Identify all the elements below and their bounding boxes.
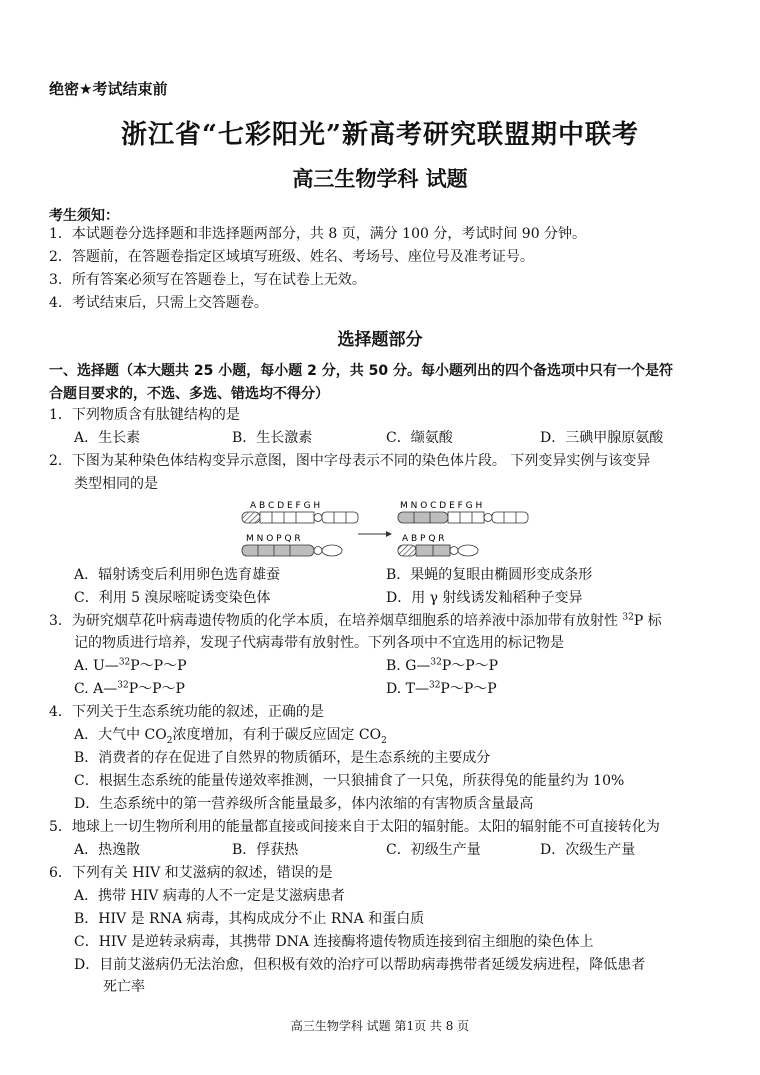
q4-stem: 4．下列关于生态系统功能的叙述，正确的是 xyxy=(49,704,324,720)
q3-option-b: B. G—$^{32}$P～P～P xyxy=(386,657,499,674)
chromosome-3-labels: M N O C D E F G H xyxy=(400,501,483,511)
q5-option-b: B．俘获热 xyxy=(232,842,299,858)
q1-option-d: D．三碘甲腺原氨酸 xyxy=(540,430,664,446)
chromosome-3 xyxy=(398,512,528,523)
q2-option-a: A．辐射诱变后利用卵色选育雄蚕 xyxy=(74,567,281,583)
page-footer: 高三生物学科 试题 第1页 共 8 页 xyxy=(290,1019,470,1033)
q3-stem-cont: 记的物质进行培养，发现子代病毒带有放射性。下列各项中不宜选用的标记物是 xyxy=(74,635,564,651)
q5-stem: 5．地球上一切生物所利用的能量都直接或间接来自于太阳的辐射能。太阳的辐射能不可直接转化为 xyxy=(49,819,660,835)
chromosome-1 xyxy=(242,512,358,523)
q4-option-c: C．根据生态系统的能量传递效率推测，一只狼捕食了一只兔，所获得兔的能量约为 10% xyxy=(74,773,625,789)
q2-stem: 2．下图为某种染色体结构变异示意图，图中字母表示不同的染色体片段。 下列变异实例与该变异 xyxy=(49,453,651,469)
section-instruction: 一、选择题（本大题共 25 小题，每小题 2 分，共 50 分。每小题列出的四个备选项中只有一个是符 xyxy=(49,363,673,379)
q1-option-a: A．生长素 xyxy=(74,430,141,446)
arrow-icon xyxy=(358,531,392,537)
q2-option-c: C．利用 5 溴尿嘧啶诱变染色体 xyxy=(74,590,271,606)
notice-item: 4．考试结束后，只需上交答题卷。 xyxy=(49,295,268,311)
confidential-mark: 绝密★考试结束前 xyxy=(49,80,168,98)
chromosome-2 xyxy=(242,545,342,556)
q5-option-d: D．次级生产量 xyxy=(540,842,636,858)
q6-option-c: C．HIV 是逆转录病毒，其携带 DNA 连接酶将遗传物质连接到宿主细胞的染色体上 xyxy=(74,934,594,950)
q2-option-d: D．用 γ 射线诱发籼稻种子变异 xyxy=(386,590,583,606)
notice-item: 2．答题前，在答题卷指定区域填写班级、姓名、考场号、座位号及准考证号。 xyxy=(49,249,534,265)
q4-option-d: D．生态系统中的第一营养级所含能量最多，体内浓缩的有害物质含量最高 xyxy=(74,796,534,812)
q4-option-a: A．大气中 $CO_2$浓度增加，有利于碳反应固定 $CO_2$ xyxy=(74,727,387,746)
chromosome-variation-diagram xyxy=(236,496,536,564)
exam-title: 浙江省“七彩阳光”新高考研究联盟期中联考 xyxy=(121,120,639,150)
chromosome-1-labels: A B C D E F G H xyxy=(250,501,321,511)
q1-option-b: B．生长激素 xyxy=(232,430,313,446)
exam-subtitle: 高三生物学科 试题 xyxy=(292,167,468,191)
q6-stem: 6．下列有关 HIV 和艾滋病的叙述，错误的是 xyxy=(49,865,333,881)
q5-option-c: C．初级生产量 xyxy=(386,842,481,858)
q5-option-a: A．热逸散 xyxy=(74,842,141,858)
notice-item: 1．本试题卷分选择题和非选择题两部分，共 8 页，满分 100 分，考试时间 90 分钟。 xyxy=(49,226,587,242)
chromosome-4 xyxy=(398,545,478,556)
q1-stem: 1．下列物质含有肽键结构的是 xyxy=(49,407,240,423)
section-instruction-cont: 合题目要求的，不选、多选、错选均不得分） xyxy=(49,386,329,402)
q4-option-b: B．消费者的存在促进了自然界的物质循环，是生态系统的主要成分 xyxy=(74,750,491,766)
q3-option-c: C. A—$^{32}$P～P～P xyxy=(74,680,185,697)
q6-option-b: B．HIV 是 RNA 病毒，其构成成分不止 RNA 和蛋白质 xyxy=(74,911,425,927)
section-title: 选择题部分 xyxy=(337,330,423,350)
q6-option-d: D．目前艾滋病仍无法治愈，但积极有效的治疗可以帮助病毒携带者延缓发病进程，降低患者 xyxy=(74,957,646,973)
notice-item: 3．所有答案必须写在答题卷上，写在试卷上无效。 xyxy=(49,272,366,288)
chromosome-2-labels: M N O P Q R xyxy=(246,534,301,544)
q6-option-a: A．携带 HIV 病毒的人不一定是艾滋病患者 xyxy=(74,888,345,904)
notice-heading: 考生须知： xyxy=(49,208,119,224)
q1-option-c: C．缬氨酸 xyxy=(386,430,453,446)
q6-option-d-cont: 死亡率 xyxy=(103,979,145,995)
chromosome-4-labels: A B P Q R xyxy=(402,534,445,544)
q3-option-a: A. U—$^{32}$P～P～P xyxy=(74,657,187,674)
q2-stem-cont: 类型相同的是 xyxy=(74,476,158,492)
q3-option-d: D. T—$^{32}$P～P～P xyxy=(386,680,497,697)
q3-stem: 3．为研究烟草花叶病毒遗传物质的化学本质，在培养烟草细胞系的培养液中添加带有放射性 $^{32}$P 标 xyxy=(49,612,662,629)
q2-option-b: B．果蝇的复眼由椭圆形变成条形 xyxy=(386,567,593,583)
